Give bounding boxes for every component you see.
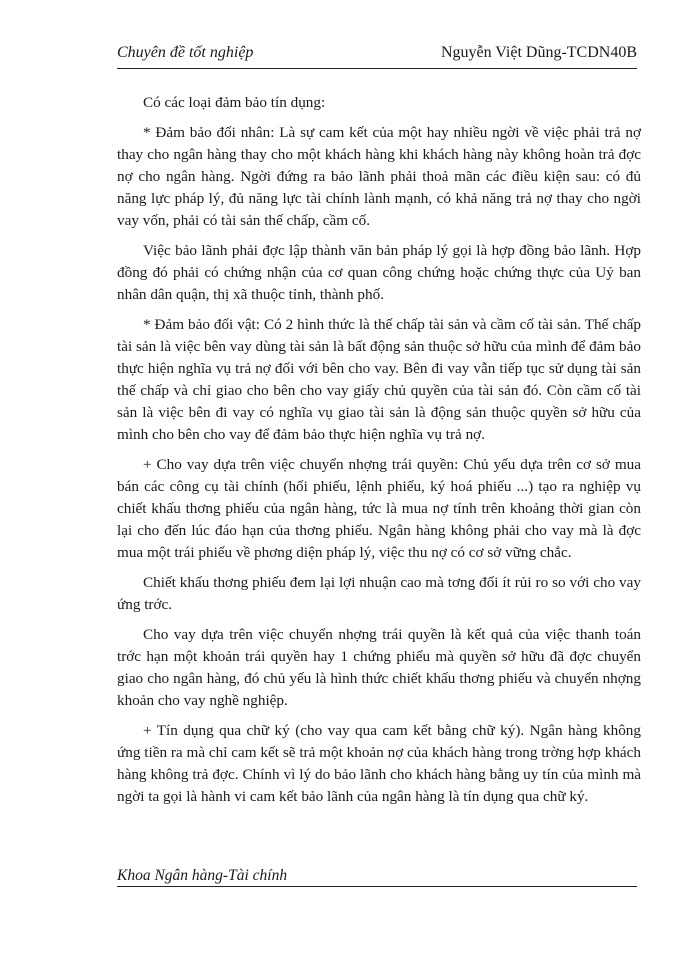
paragraph-guarantee-contract: Việc bảo lãnh phải đợc lập thành văn bản pháp lý gọi là hợp đồng bảo lãnh. Hợp đồng đó phải có chứng nhận của cơ quan công chứng hoặc chứng thực của Uỷ ban nhân dân quận, thị xã thuộc tỉnh, thành phố.	[117, 242, 641, 303]
footer-department: Khoa Ngân hàng-Tài chính	[117, 867, 288, 884]
paragraph-claim-transfer: + Cho vay dựa trên việc chuyển nhợng trái quyền: Chủ yếu dựa trên cơ sở mua bán các công cụ tài chính (hối phiếu, lệnh phiếu, ký hoá phiếu ...) tạo ra nghiệp vụ chiết khấu thơng phiếu của ngân hàng, tức là mua nợ tính trên khoảng thời gian còn lại cho đến lúc đáo hạn của thơng phiếu. Ngân hàng không phải cho vay mà là đợc mua một trái phiếu về phơng diện pháp lý, việc thu nợ có cơ sở vững chắc.	[117, 456, 641, 561]
paragraph-claim-transfer-result: Cho vay dựa trên việc chuyển nhợng trái quyền là kết quả của việc thanh toán trớc hạn một khoản trái quyền hay 1 chứng phiếu mà quyền sở hữu đã đợc chuyển giao cho ngân hàng, đó chủ yếu là hình thức chiết khấu thơng phiếu và chuyển nhợng khoản cho vay nghề nghiệp.	[117, 626, 641, 709]
header-author: Nguyễn Việt Dũng-TCDN40B	[440, 44, 637, 61]
paragraph-collateral: * Đảm bảo đối vật: Có 2 hình thức là thế chấp tài sản và cầm cố tài sản. Thế chấp tài sản là việc bên vay dùng tài sản là bất động sản thuộc sở hữu của mình để đảm bảo thực hiện nghĩa vụ trả nợ đối với bên cho vay. Bên đi vay vẫn tiếp tục sử dụng tài sản thế chấp và chỉ giao cho bên cho vay giấy chủ quyền của tài sản đó. Còn cầm cố tài sản là việc bên đi vay có nghĩa vụ giao tài sản là động sản thuộc quyền sở hữu của mình cho bên cho vay để đảm bảo thực hiện nghĩa vụ trả nợ.	[117, 316, 641, 443]
paragraph-personal-guarantee: * Đảm bảo đối nhân: Là sự cam kết của một hay nhiều ngời về việc phải trả nợ thay cho ngân hàng thay cho một khách hàng khi khách hàng này không hoàn trả đợc nợ cho ngân hàng. Ngời đứng ra bảo lãnh phải thoả mãn các điều kiện sau: có đủ năng lực pháp lý, đủ năng lực tài chính lành mạnh, có khả năng trả nợ thay cho ngời vay vốn, phải có tài sản thế chấp, cầm cố.	[117, 124, 641, 229]
page-footer	[117, 866, 637, 887]
paragraph-signature-credit: + Tín dụng qua chữ ký (cho vay qua cam kết bằng chữ ký). Ngân hàng không ứng tiền ra mà chỉ cam kết sẽ trả một khoản nợ của khách hàng trong trờng hợp khách hàng không trả đợc. Chính vì lý do bảo lãnh cho khách hàng bằng uy tín của mình mà ngời ta gọi là hành vi cam kết bảo lãnh của ngân hàng là tín dụng qua chữ ký.	[117, 722, 641, 805]
paragraph-discount-profit: Chiết khấu thơng phiếu đem lại lợi nhuận cao mà tơng đối ít rủi ro so với cho vay ứng trớc.	[117, 574, 641, 613]
paragraph-intro: Có các loại đảm bảo tín dụng:	[143, 94, 326, 111]
page-header	[117, 42, 637, 69]
header-title: Chuyên đề tốt nghiệp	[117, 44, 254, 61]
document-body	[117, 92, 641, 816]
